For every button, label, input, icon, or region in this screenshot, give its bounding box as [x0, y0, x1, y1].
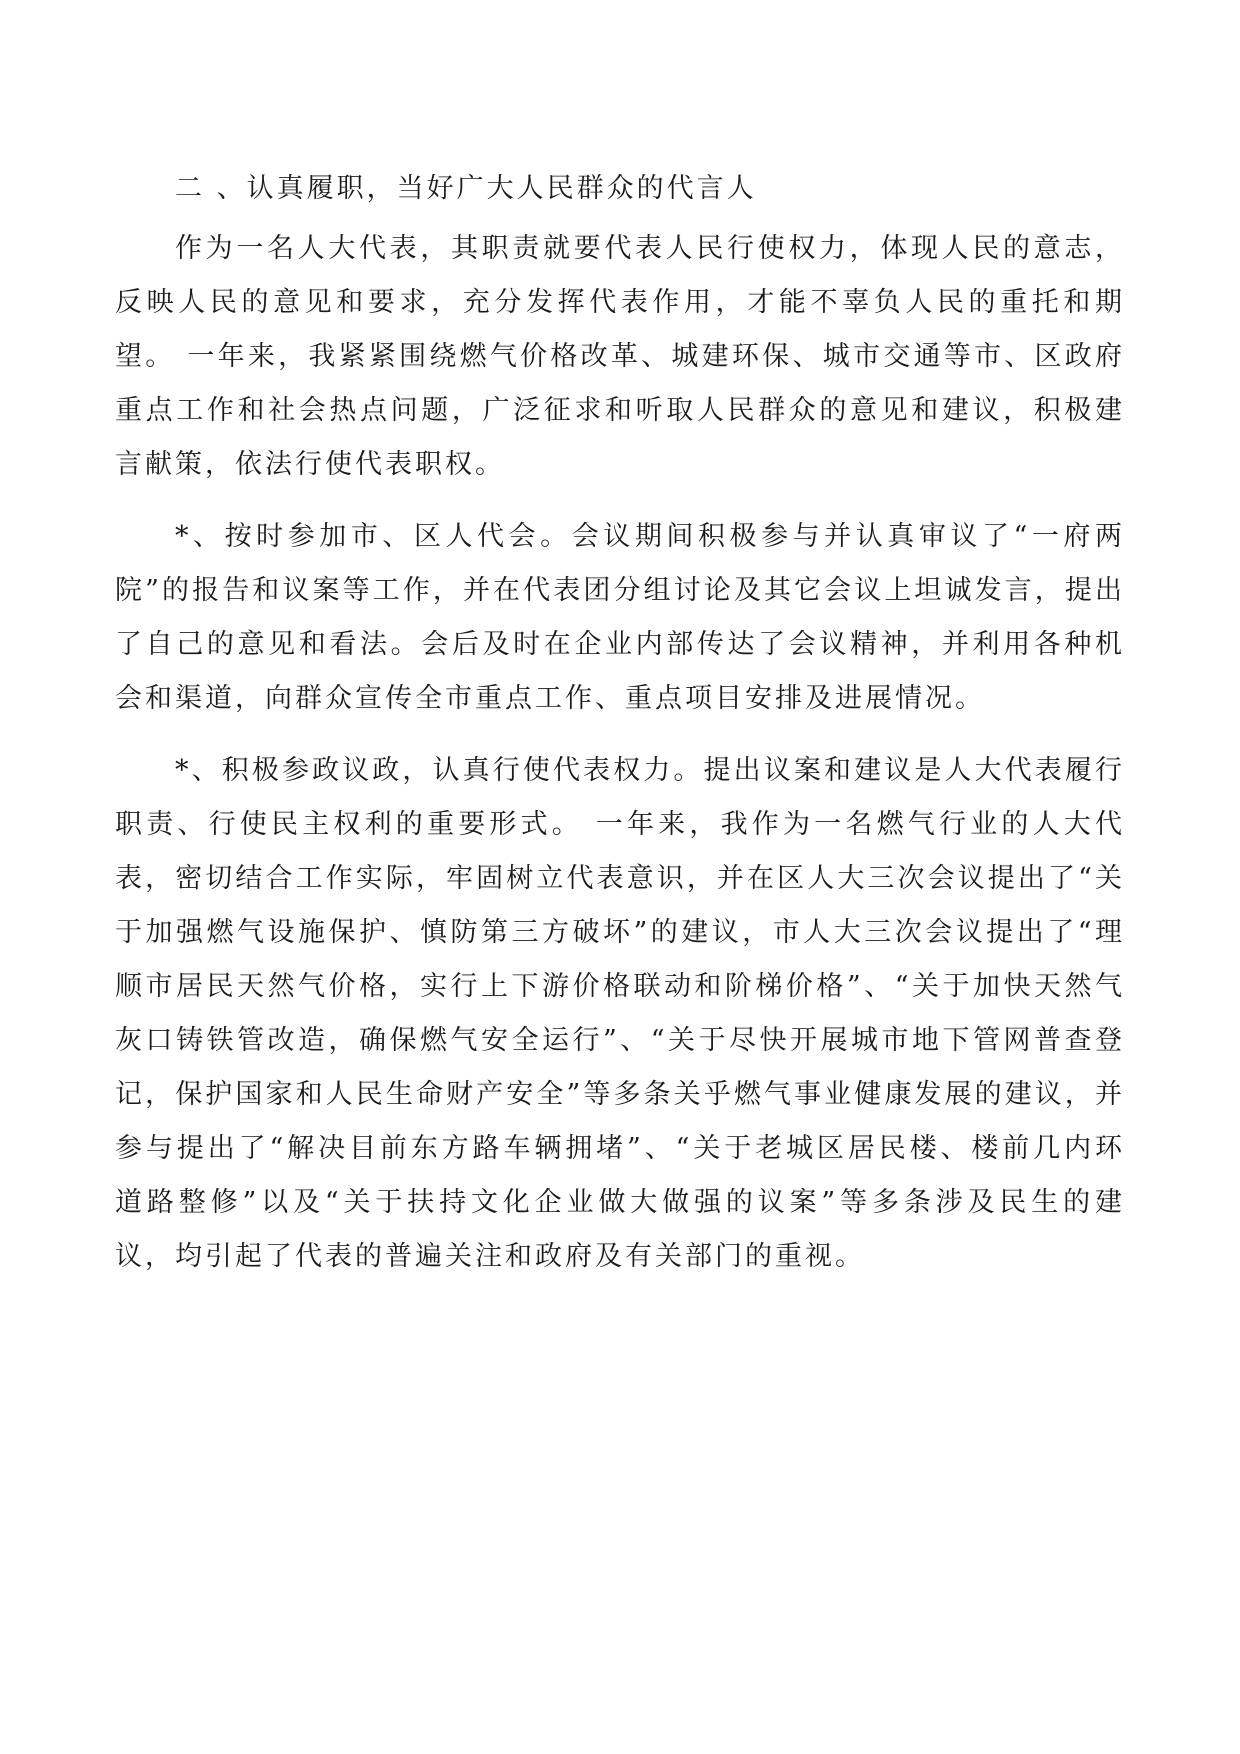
paragraph-proposals: *、积极参政议政，认真行使代表权力。提出议案和建议是人大代表履行职责、行使民主权利的重要形式。 一年来，我作为一名燃气行业的人大代表，密切结合工作实际，牢固树立代表意识，并在区人大三次会议提出了“关于加强燃气设施保护、慎防第三方破坏”的建议，市人大三次会议提出了“理顺市居民天然气价格，实行上下游价格联动和阶梯价格”、“关于加快天然气灰口铸铁管改造，确保燃气安全运行”、“关于尽快开展城市地下管网普查登记，保护国家和人民生命财产安全”等多条关乎燃气事业健康发展的建议，并参与提出了“解决目前东方路车辆拥堵”、“关于老城区居民楼、楼前几内环道路整修”以及“关于扶持文化企业做大做强的议案”等多条涉及民生的建议，均引起了代表的普遍关注和政府及有关部门的重视。	[115, 755, 1125, 1272]
paragraph-congress-attendance: *、按时参加市、区人代会。会议期间积极参与并认真审议了“一府两院”的报告和议案等工作，并在代表团分组讨论及其它会议上坦诚发言，提出了自己的意见和看法。会后及时在企业内部传达了会议精神，并利用各种机会和渠道，向群众宣传全市重点工作、重点项目安排及进展情况。	[115, 521, 1125, 714]
section-heading: 二 、认真履职，当好广大人民群众的代言人	[175, 173, 757, 204]
paragraph-intro: 作为一名人大代表，其职责就要代表人民行使权力，体现人民的意志，反映人民的意见和要求，充分发挥代表作用，才能不辜负人民的重托和期望。 一年来，我紧紧围绕燃气价格改革、城建环保、城市交通等市、区政府重点工作和社会热点问题，广泛征求和听取人民群众的意见和建议，积极建言献策，依法行使代表职权。	[115, 233, 1125, 480]
document-body	[115, 162, 1125, 1284]
